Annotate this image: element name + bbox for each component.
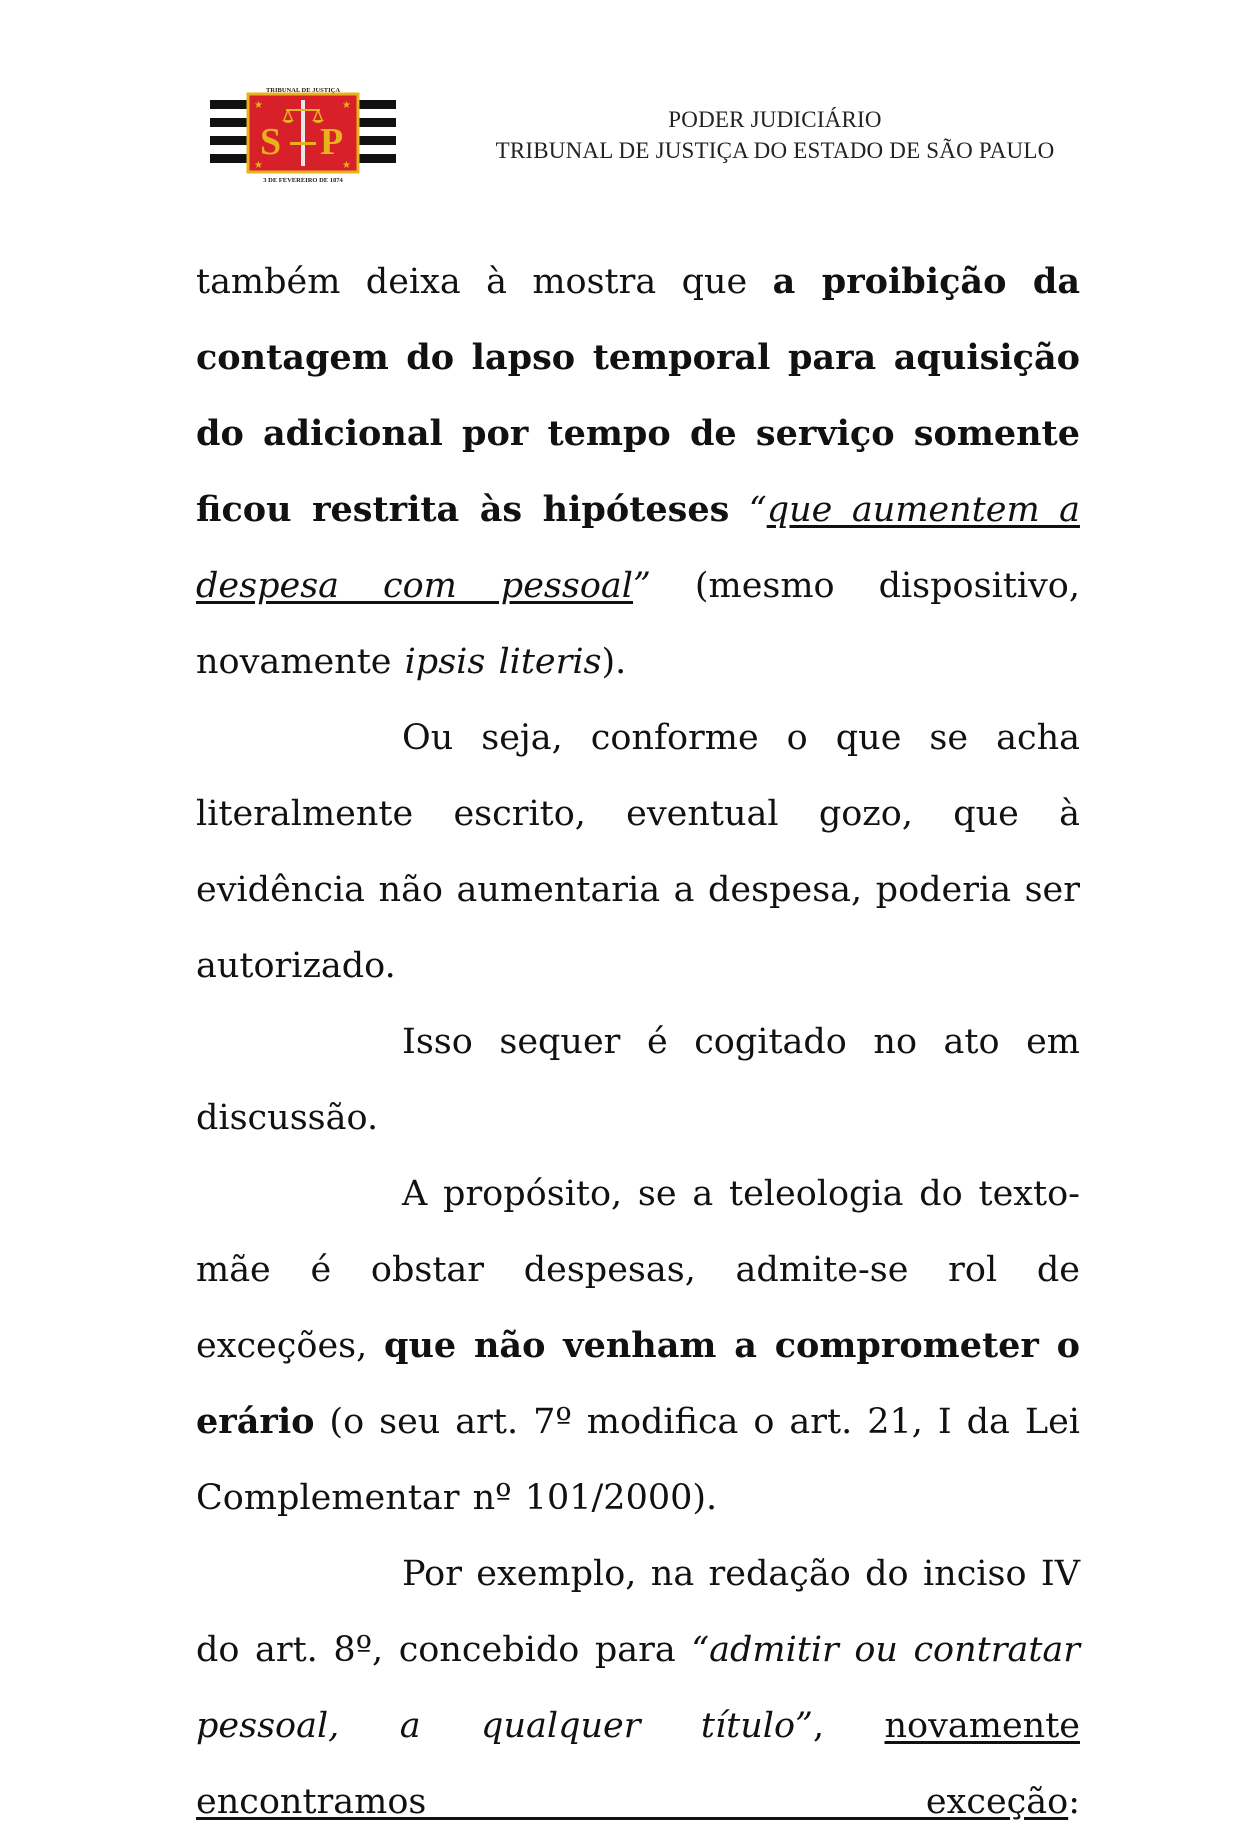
svg-text:★: ★	[342, 100, 351, 111]
document-body	[196, 244, 1080, 1840]
svg-text:★: ★	[254, 160, 263, 171]
court-heading	[470, 104, 1080, 166]
page-header	[0, 0, 1241, 200]
bold-span: a proibição da contagem do lapso temporal para aquisição do adicional por tempo de serviço somente ficou restrita às hipóteses	[196, 261, 1080, 530]
quote-open: “	[748, 490, 767, 530]
paragraph-5	[196, 1536, 1080, 1840]
logo-letter-s: S	[260, 121, 282, 163]
text-span: também deixa à mostra que	[196, 262, 773, 302]
logo-top-text: TRIBUNAL DE JUSTIÇA	[265, 87, 341, 94]
paragraph-2: Ou seja, conforme o que se acha literalmente escrito, eventual gozo, que à evidência não aumentaria a despesa, poderia ser autorizado.	[196, 718, 1080, 986]
text-span: :	[1068, 1782, 1080, 1822]
paragraph-1	[196, 244, 1080, 700]
underlined-span: novamente encontramos exceção	[196, 1706, 1080, 1822]
text-span	[729, 490, 748, 530]
tjsp-logo	[210, 86, 396, 186]
text-span: A propósito, se a teleologia do texto-mãe é obstar despesas, admite-se rol de exceções,	[196, 1174, 1080, 1366]
paragraph-4	[196, 1156, 1080, 1536]
text-span: Por exemplo, na redação do inciso IV do art. 8º, concebido para	[196, 1554, 1080, 1670]
logo-letter-p: P	[320, 121, 344, 163]
text-span: ,	[812, 1706, 885, 1746]
logo-bottom-text: 3 DE FEVEREIRO DE 1874	[263, 177, 343, 184]
quote-close: ”	[632, 566, 651, 606]
text-span: (mesmo dispositivo, novamente	[196, 566, 1081, 682]
text-span: ).	[601, 642, 627, 682]
text-span: (o seu art. 7º modifica o art. 21, I da Lei Complementar nº 101/2000).	[196, 1402, 1080, 1518]
italic-span: “admitir ou contratar pessoal, a qualquer título”	[196, 1630, 1080, 1746]
court-heading-line1: PODER JUDICIÁRIO	[668, 107, 882, 132]
bold-span: que não venham a comprometer o erário	[196, 1325, 1080, 1442]
court-heading-line2: TRIBUNAL DE JUSTIÇA DO ESTADO DE SÃO PAULO	[495, 138, 1055, 163]
svg-text:★: ★	[254, 100, 263, 111]
paragraph-3: Isso sequer é cogitado no ato em discussão.	[196, 1022, 1080, 1138]
svg-text:★: ★	[342, 160, 351, 171]
underlined-quote: que aumentem a despesa com pessoal	[196, 490, 1080, 606]
italic-span: ipsis literis	[404, 642, 602, 682]
